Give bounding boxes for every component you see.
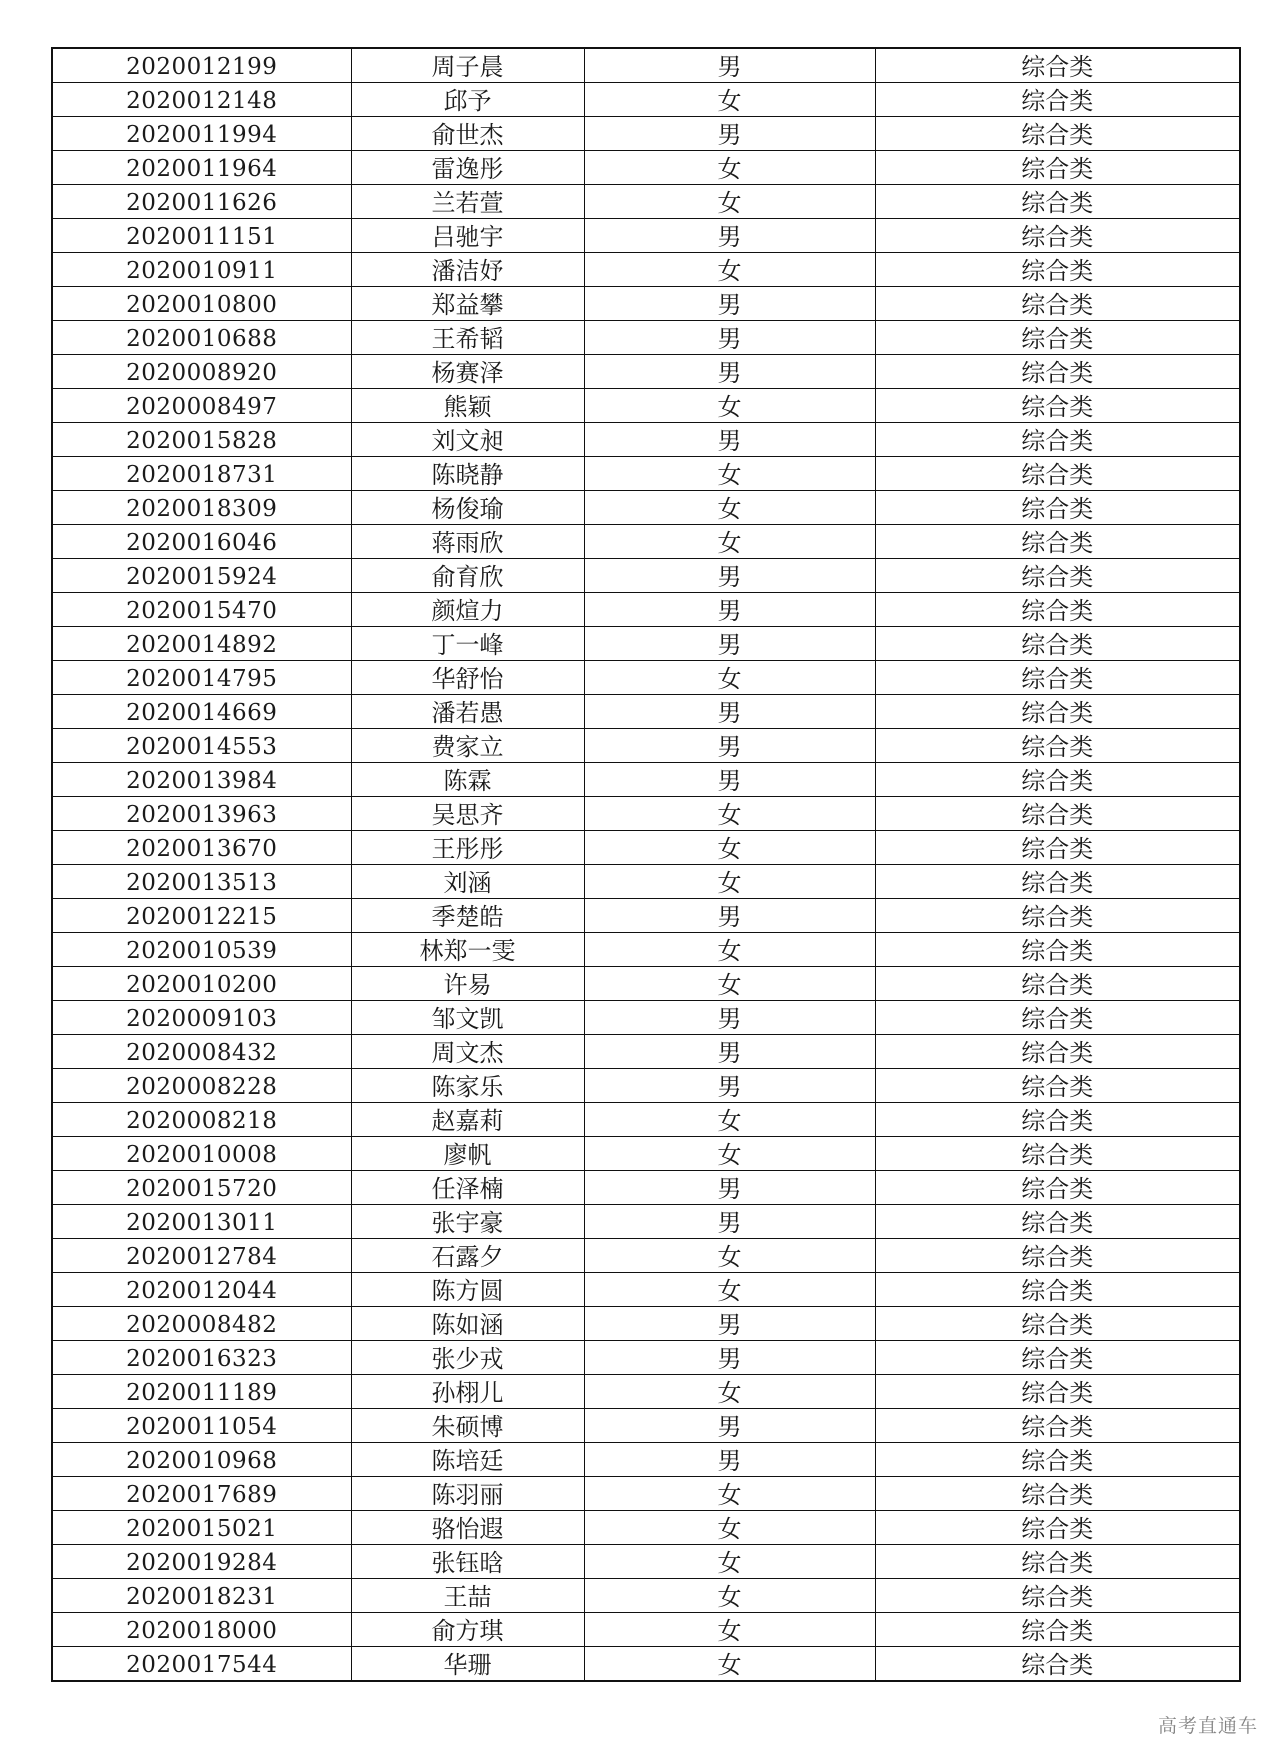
student-name-cell: 周文杰	[351, 1035, 584, 1069]
table-row	[52, 1069, 1240, 1103]
gender-cell: 女	[584, 1273, 875, 1307]
gender-cell: 男	[584, 48, 875, 83]
category-cell: 综合类	[875, 1443, 1240, 1477]
gender-cell: 女	[584, 1545, 875, 1579]
category-cell: 综合类	[875, 1511, 1240, 1545]
student-id-cell: 2020018309	[52, 491, 351, 525]
student-id-cell: 2020010008	[52, 1137, 351, 1171]
gender-cell: 女	[584, 661, 875, 695]
table-row	[52, 1001, 1240, 1035]
category-cell: 综合类	[875, 457, 1240, 491]
gender-cell: 男	[584, 1035, 875, 1069]
student-id-cell: 2020014795	[52, 661, 351, 695]
table-row	[52, 219, 1240, 253]
gender-cell: 女	[584, 253, 875, 287]
student-name-cell: 刘文昶	[351, 423, 584, 457]
category-cell: 综合类	[875, 389, 1240, 423]
category-cell: 综合类	[875, 1647, 1240, 1682]
category-cell: 综合类	[875, 185, 1240, 219]
student-id-cell: 2020017689	[52, 1477, 351, 1511]
gender-cell: 男	[584, 1171, 875, 1205]
gender-cell: 男	[584, 695, 875, 729]
table-row	[52, 695, 1240, 729]
table-row	[52, 1103, 1240, 1137]
gender-cell: 男	[584, 1069, 875, 1103]
category-cell: 综合类	[875, 865, 1240, 899]
student-name-cell: 熊颖	[351, 389, 584, 423]
student-name-cell: 俞育欣	[351, 559, 584, 593]
student-id-cell: 2020010800	[52, 287, 351, 321]
student-id-cell: 2020008482	[52, 1307, 351, 1341]
table-row	[52, 1035, 1240, 1069]
table-row	[52, 1409, 1240, 1443]
gender-cell: 女	[584, 1137, 875, 1171]
category-cell: 综合类	[875, 355, 1240, 389]
student-name-cell: 杨赛泽	[351, 355, 584, 389]
table-row	[52, 1443, 1240, 1477]
student-name-cell: 张钰晗	[351, 1545, 584, 1579]
table-row	[52, 763, 1240, 797]
gender-cell: 男	[584, 355, 875, 389]
student-id-cell: 2020014892	[52, 627, 351, 661]
student-name-cell: 华舒怡	[351, 661, 584, 695]
gender-cell: 男	[584, 593, 875, 627]
category-cell: 综合类	[875, 1103, 1240, 1137]
student-name-cell: 朱硕博	[351, 1409, 584, 1443]
student-id-cell: 2020018231	[52, 1579, 351, 1613]
category-cell: 综合类	[875, 1307, 1240, 1341]
table-row	[52, 1239, 1240, 1273]
student-name-cell: 陈霖	[351, 763, 584, 797]
student-name-cell: 陈羽丽	[351, 1477, 584, 1511]
student-name-cell: 俞世杰	[351, 117, 584, 151]
table-row	[52, 1647, 1240, 1682]
student-name-cell: 陈晓静	[351, 457, 584, 491]
student-name-cell: 季楚皓	[351, 899, 584, 933]
student-id-cell: 2020012148	[52, 83, 351, 117]
student-name-cell: 王喆	[351, 1579, 584, 1613]
student-id-cell: 2020008432	[52, 1035, 351, 1069]
student-id-cell: 2020012784	[52, 1239, 351, 1273]
student-name-cell: 王彤彤	[351, 831, 584, 865]
student-id-cell: 2020012215	[52, 899, 351, 933]
gender-cell: 男	[584, 899, 875, 933]
table-row	[52, 1375, 1240, 1409]
gender-cell: 男	[584, 1341, 875, 1375]
student-name-cell: 杨俊瑜	[351, 491, 584, 525]
student-name-cell: 陈方圆	[351, 1273, 584, 1307]
table-row	[52, 253, 1240, 287]
table-row	[52, 627, 1240, 661]
gender-cell: 女	[584, 1511, 875, 1545]
student-name-cell: 陈如涵	[351, 1307, 584, 1341]
gender-cell: 女	[584, 1613, 875, 1647]
student-id-cell: 2020018000	[52, 1613, 351, 1647]
student-id-cell: 2020013984	[52, 763, 351, 797]
student-id-cell: 2020013963	[52, 797, 351, 831]
gender-cell: 女	[584, 1579, 875, 1613]
table-row	[52, 117, 1240, 151]
student-name-cell: 刘涵	[351, 865, 584, 899]
category-cell: 综合类	[875, 797, 1240, 831]
category-cell: 综合类	[875, 151, 1240, 185]
category-cell: 综合类	[875, 899, 1240, 933]
table-row	[52, 423, 1240, 457]
student-name-cell: 兰若萱	[351, 185, 584, 219]
gender-cell: 女	[584, 1477, 875, 1511]
student-name-cell: 王希韬	[351, 321, 584, 355]
student-id-cell: 2020010968	[52, 1443, 351, 1477]
table-row	[52, 389, 1240, 423]
category-cell: 综合类	[875, 1375, 1240, 1409]
gender-cell: 女	[584, 967, 875, 1001]
student-name-cell: 周子晨	[351, 48, 584, 83]
student-name-cell: 陈培廷	[351, 1443, 584, 1477]
student-id-cell: 2020013011	[52, 1205, 351, 1239]
gender-cell: 男	[584, 1409, 875, 1443]
table-row	[52, 593, 1240, 627]
student-id-cell: 2020010539	[52, 933, 351, 967]
category-cell: 综合类	[875, 661, 1240, 695]
category-cell: 综合类	[875, 1579, 1240, 1613]
category-cell: 综合类	[875, 1613, 1240, 1647]
student-id-cell: 2020015021	[52, 1511, 351, 1545]
student-name-cell: 潘若愚	[351, 695, 584, 729]
category-cell: 综合类	[875, 83, 1240, 117]
student-id-cell: 2020010688	[52, 321, 351, 355]
student-name-cell: 吴思齐	[351, 797, 584, 831]
student-id-cell: 2020012044	[52, 1273, 351, 1307]
table-row	[52, 1579, 1240, 1613]
table-row	[52, 1137, 1240, 1171]
category-cell: 综合类	[875, 1273, 1240, 1307]
watermark-text: 高考直通车	[1157, 1715, 1258, 1737]
student-id-cell: 2020017544	[52, 1647, 351, 1682]
gender-cell: 女	[584, 389, 875, 423]
student-id-cell: 2020015470	[52, 593, 351, 627]
student-name-cell: 林郑一雯	[351, 933, 584, 967]
student-name-cell: 华珊	[351, 1647, 584, 1682]
student-name-cell: 邹文凯	[351, 1001, 584, 1035]
student-id-cell: 2020011054	[52, 1409, 351, 1443]
category-cell: 综合类	[875, 1477, 1240, 1511]
gender-cell: 男	[584, 1001, 875, 1035]
category-cell: 综合类	[875, 491, 1240, 525]
category-cell: 综合类	[875, 559, 1240, 593]
gender-cell: 男	[584, 559, 875, 593]
student-id-cell: 2020014669	[52, 695, 351, 729]
table-row	[52, 1273, 1240, 1307]
gender-cell: 女	[584, 151, 875, 185]
student-name-cell: 蒋雨欣	[351, 525, 584, 559]
gender-cell: 男	[584, 117, 875, 151]
student-name-cell: 费家立	[351, 729, 584, 763]
table-row	[52, 899, 1240, 933]
table-row	[52, 1477, 1240, 1511]
gender-cell: 男	[584, 729, 875, 763]
category-cell: 综合类	[875, 933, 1240, 967]
table-row	[52, 321, 1240, 355]
student-id-cell: 2020011994	[52, 117, 351, 151]
student-id-cell: 2020010200	[52, 967, 351, 1001]
student-id-cell: 2020015720	[52, 1171, 351, 1205]
category-cell: 综合类	[875, 1239, 1240, 1273]
category-cell: 综合类	[875, 831, 1240, 865]
category-cell: 综合类	[875, 1069, 1240, 1103]
student-name-cell: 许易	[351, 967, 584, 1001]
table-row	[52, 1341, 1240, 1375]
category-cell: 综合类	[875, 1409, 1240, 1443]
student-name-cell: 赵嘉莉	[351, 1103, 584, 1137]
table-row	[52, 48, 1240, 83]
student-name-cell: 丁一峰	[351, 627, 584, 661]
student-id-cell: 2020015924	[52, 559, 351, 593]
category-cell: 综合类	[875, 287, 1240, 321]
category-cell: 综合类	[875, 1137, 1240, 1171]
student-name-cell: 骆怡遐	[351, 1511, 584, 1545]
student-name-cell: 廖帆	[351, 1137, 584, 1171]
admission-list-table	[51, 47, 1241, 1682]
student-id-cell: 2020008218	[52, 1103, 351, 1137]
gender-cell: 女	[584, 185, 875, 219]
category-cell: 综合类	[875, 1341, 1240, 1375]
category-cell: 综合类	[875, 1205, 1240, 1239]
gender-cell: 女	[584, 933, 875, 967]
student-id-cell: 2020008228	[52, 1069, 351, 1103]
category-cell: 综合类	[875, 423, 1240, 457]
table-row	[52, 491, 1240, 525]
table-row	[52, 559, 1240, 593]
table-row	[52, 1613, 1240, 1647]
student-name-cell: 潘洁妤	[351, 253, 584, 287]
student-id-cell: 2020018731	[52, 457, 351, 491]
gender-cell: 男	[584, 219, 875, 253]
gender-cell: 男	[584, 1307, 875, 1341]
table-row	[52, 933, 1240, 967]
gender-cell: 女	[584, 525, 875, 559]
student-name-cell: 孙栩儿	[351, 1375, 584, 1409]
student-name-cell: 吕驰宇	[351, 219, 584, 253]
student-name-cell: 任泽楠	[351, 1171, 584, 1205]
category-cell: 综合类	[875, 525, 1240, 559]
table-row	[52, 1205, 1240, 1239]
student-name-cell: 郑益攀	[351, 287, 584, 321]
category-cell: 综合类	[875, 627, 1240, 661]
table-row	[52, 1307, 1240, 1341]
student-id-cell: 2020008497	[52, 389, 351, 423]
table-row	[52, 1511, 1240, 1545]
table-row	[52, 355, 1240, 389]
category-cell: 综合类	[875, 117, 1240, 151]
table-body	[52, 48, 1240, 1681]
table-row	[52, 83, 1240, 117]
category-cell: 综合类	[875, 321, 1240, 355]
table-row	[52, 151, 1240, 185]
student-id-cell: 2020009103	[52, 1001, 351, 1035]
student-id-cell: 2020014553	[52, 729, 351, 763]
table-row	[52, 865, 1240, 899]
category-cell: 综合类	[875, 219, 1240, 253]
student-name-cell: 俞方琪	[351, 1613, 584, 1647]
category-cell: 综合类	[875, 593, 1240, 627]
gender-cell: 男	[584, 763, 875, 797]
student-id-cell: 2020010911	[52, 253, 351, 287]
gender-cell: 女	[584, 1647, 875, 1682]
student-id-cell: 2020011964	[52, 151, 351, 185]
gender-cell: 女	[584, 491, 875, 525]
student-id-cell: 2020011189	[52, 1375, 351, 1409]
student-name-cell: 石露夕	[351, 1239, 584, 1273]
student-id-cell: 2020012199	[52, 48, 351, 83]
category-cell: 综合类	[875, 1171, 1240, 1205]
gender-cell: 女	[584, 797, 875, 831]
student-name-cell: 颜煊力	[351, 593, 584, 627]
table-row	[52, 185, 1240, 219]
category-cell: 综合类	[875, 695, 1240, 729]
gender-cell: 女	[584, 1239, 875, 1273]
gender-cell: 男	[584, 1205, 875, 1239]
gender-cell: 女	[584, 865, 875, 899]
category-cell: 综合类	[875, 48, 1240, 83]
student-name-cell: 张少戎	[351, 1341, 584, 1375]
category-cell: 综合类	[875, 967, 1240, 1001]
table-row	[52, 1545, 1240, 1579]
category-cell: 综合类	[875, 253, 1240, 287]
student-id-cell: 2020016046	[52, 525, 351, 559]
table-row	[52, 1171, 1240, 1205]
category-cell: 综合类	[875, 729, 1240, 763]
student-id-cell: 2020016323	[52, 1341, 351, 1375]
student-id-cell: 2020011151	[52, 219, 351, 253]
gender-cell: 女	[584, 457, 875, 491]
gender-cell: 男	[584, 321, 875, 355]
table-row	[52, 287, 1240, 321]
gender-cell: 女	[584, 83, 875, 117]
table-row	[52, 797, 1240, 831]
student-name-cell: 雷逸彤	[351, 151, 584, 185]
student-id-cell: 2020008920	[52, 355, 351, 389]
category-cell: 综合类	[875, 1545, 1240, 1579]
student-id-cell: 2020019284	[52, 1545, 351, 1579]
student-id-cell: 2020013670	[52, 831, 351, 865]
category-cell: 综合类	[875, 1001, 1240, 1035]
student-name-cell: 邱予	[351, 83, 584, 117]
category-cell: 综合类	[875, 1035, 1240, 1069]
gender-cell: 男	[584, 287, 875, 321]
gender-cell: 男	[584, 423, 875, 457]
gender-cell: 男	[584, 1443, 875, 1477]
student-id-cell: 2020011626	[52, 185, 351, 219]
table-row	[52, 525, 1240, 559]
category-cell: 综合类	[875, 763, 1240, 797]
gender-cell: 女	[584, 1375, 875, 1409]
table-row	[52, 661, 1240, 695]
gender-cell: 男	[584, 627, 875, 661]
student-id-cell: 2020013513	[52, 865, 351, 899]
gender-cell: 女	[584, 1103, 875, 1137]
student-id-cell: 2020015828	[52, 423, 351, 457]
gender-cell: 女	[584, 831, 875, 865]
table-row	[52, 729, 1240, 763]
student-name-cell: 张宇豪	[351, 1205, 584, 1239]
student-name-cell: 陈家乐	[351, 1069, 584, 1103]
table-row	[52, 967, 1240, 1001]
table-row	[52, 831, 1240, 865]
table-row	[52, 457, 1240, 491]
